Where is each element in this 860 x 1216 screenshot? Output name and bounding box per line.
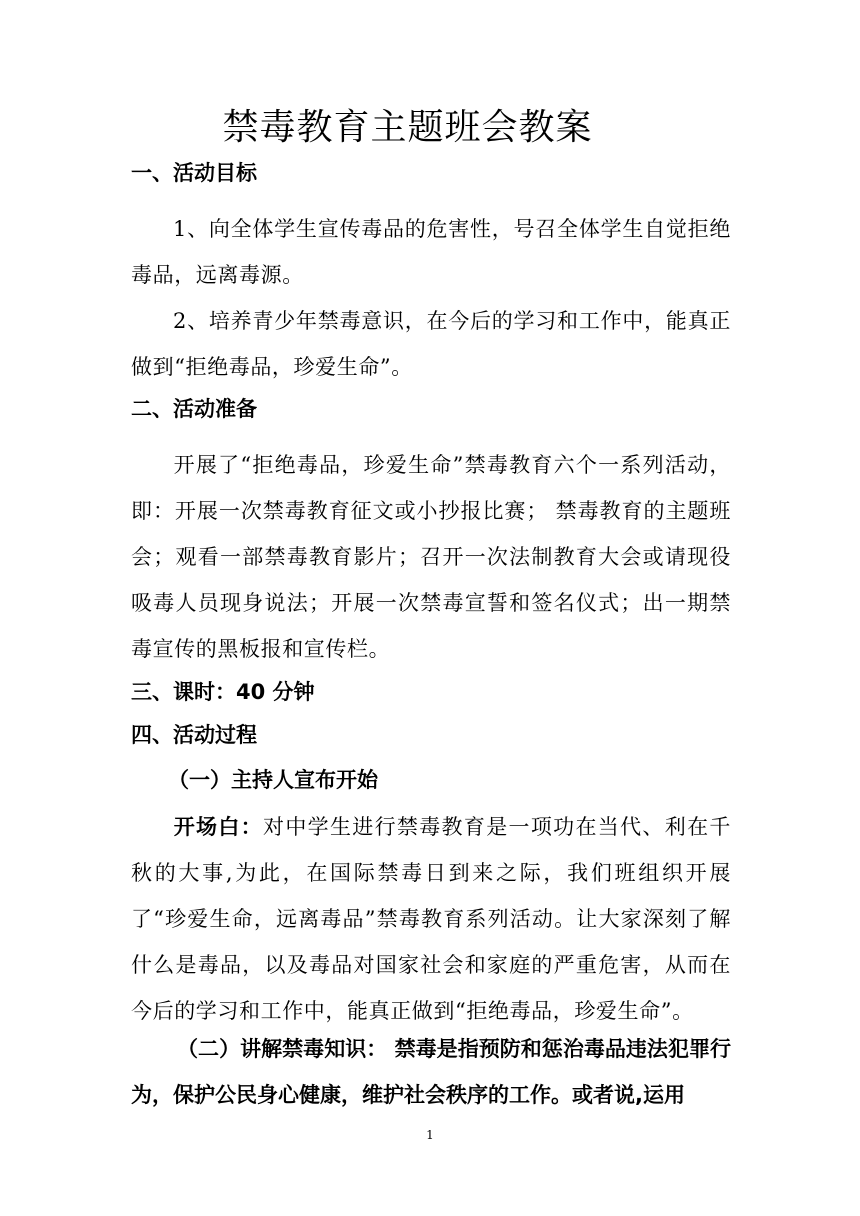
document-title: 禁毒教育主题班会教案 <box>222 107 593 148</box>
section-heading-duration: 三、课时：40 分钟 <box>131 680 315 704</box>
drug-knowledge-paragraph <box>131 1026 731 1118</box>
objective-item-1-text: 1、向全体学生宣传毒品的危害性，号召全体学生自觉拒绝毒品，远离毒源。 <box>131 217 731 287</box>
page-number: 1 <box>426 1128 434 1142</box>
opening-paragraph <box>131 804 731 1034</box>
opening-text: 对中学生进行禁毒教育是一项功在当代、利在千秋的大事,为此，在国际禁毒日到来之际，我们班组织开展了“珍爱生命，远离毒品”禁毒教育系列活动。让大家深刻了解什么是毒品，以及毒品对国家社会和家庭的严重危害，从而在今后的学习和工作中，能真正做到“拒绝毒品，珍爱生命”。 <box>131 815 731 1023</box>
section-heading-process: 四、活动过程 <box>131 723 257 747</box>
section-heading-preparation: 二、活动准备 <box>131 397 257 421</box>
objective-item-2-text: 2、培养青少年禁毒意识，在今后的学习和工作中，能真正做到“拒绝毒品，珍爱生命”。 <box>131 309 731 379</box>
preparation-paragraph <box>131 442 731 672</box>
objective-item-1 <box>131 206 731 298</box>
objective-item-2 <box>131 298 731 390</box>
preparation-text: 开展了“拒绝毒品，珍爱生命”禁毒教育六个一系列活动，即：开展一次禁毒教育征文或小抄报比赛； 禁毒教育的主题班会；观看一部禁毒教育影片；召开一次法制教育大会或请现役吸毒人员现身说法；开展一次禁毒宣誓和签名仪式；出一期禁毒宣传的黑板报和宣传栏。 <box>131 453 731 661</box>
opening-label: 开场白： <box>173 815 263 839</box>
section-heading-objectives: 一、活动目标 <box>131 161 257 185</box>
drug-knowledge-text: （二）讲解禁毒知识： 禁毒是指预防和惩治毒品违法犯罪行为，保护公民身心健康，维护社会秩序的工作。或者说,运用 <box>131 1037 731 1107</box>
subheading-host-opens: （一）主持人宣布开始 <box>168 768 378 792</box>
